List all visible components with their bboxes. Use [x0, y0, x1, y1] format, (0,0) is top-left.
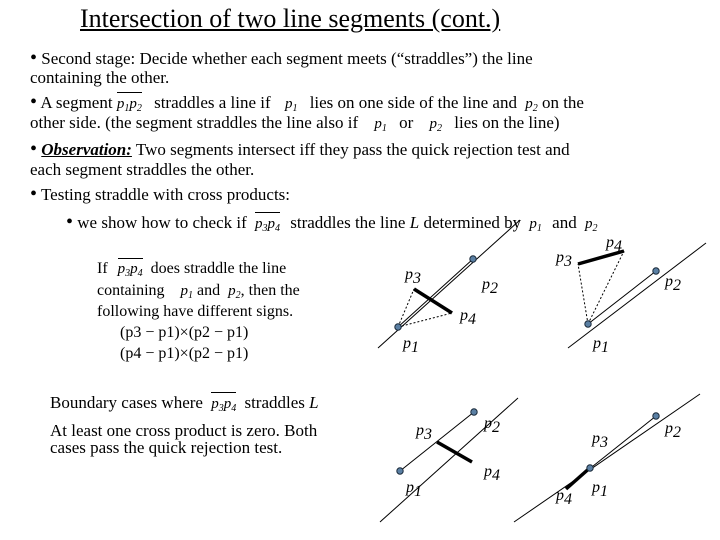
- bullet-dot: •: [30, 138, 38, 160]
- label-p4: p4: [460, 307, 476, 328]
- point-p2: [653, 413, 659, 419]
- label-p3: p3: [405, 266, 421, 287]
- dotted-p1p4: [588, 251, 624, 324]
- point-p1: [395, 324, 401, 330]
- symbol-p1: $p_1$: [180, 283, 194, 301]
- bullet-text: Second stage: Decide whether each segment meets (“straddles”) the line: [41, 49, 533, 68]
- symbol-p2: $p_2$: [584, 216, 598, 234]
- text-straddles-line-if: straddles a line if: [154, 93, 271, 112]
- observation-label: Observation:: [41, 140, 132, 159]
- text-a-segment: A segment: [40, 93, 113, 112]
- following-line: following have different signs.: [97, 303, 294, 320]
- symbol-p2: $p_2$: [525, 96, 538, 114]
- diagram-straddle-1: [378, 220, 520, 356]
- symbol-p2: $p_2$: [429, 116, 443, 134]
- sub-text-determined: determined by: [423, 213, 522, 232]
- label-p3: p3: [416, 422, 432, 443]
- symbol-p2: $p_2$: [228, 283, 241, 301]
- point-p1: [587, 465, 593, 471]
- line-L: [380, 398, 518, 522]
- bullet-second-stage-cont: containing the other.: [30, 68, 170, 87]
- slide-title: Intersection of two line segments (cont.): [80, 4, 501, 33]
- text-and: and: [197, 282, 221, 299]
- label-p4: p4: [556, 487, 572, 508]
- diagram-straddle-2: [555, 234, 706, 356]
- text-other-side: other side. (the segment straddles the line also if: [30, 113, 359, 132]
- text-if: If: [97, 260, 108, 277]
- line-L-symbol: L: [409, 213, 420, 232]
- bullet-dot: •: [30, 47, 38, 69]
- bullet-dot: •: [30, 91, 38, 113]
- bullet-dot: •: [66, 211, 74, 233]
- text-or: or: [399, 113, 414, 132]
- sub-text-straddles: straddles the line: [290, 213, 406, 232]
- at-least-line: At least one cross product is zero. Both: [50, 421, 318, 440]
- text-lies-on-one-side: lies on one side of the line and: [309, 93, 517, 112]
- text-boundary: Boundary cases where: [50, 393, 203, 412]
- symbol-p1: $p_1$: [284, 96, 298, 114]
- dotted-p1p3: [578, 264, 588, 324]
- label-p4: p4: [484, 463, 500, 484]
- text-on-the: on the: [541, 93, 584, 112]
- diagram-boundary-2: [514, 394, 700, 522]
- sub-text-check: we show how to check if: [77, 213, 247, 232]
- symbol-p1: $p_1$: [529, 216, 542, 234]
- label-p2: p2: [665, 273, 681, 294]
- line-L: [514, 394, 700, 522]
- label-p2: p2: [665, 420, 681, 441]
- label-p1: p1: [406, 479, 422, 500]
- label-p3: p3: [592, 430, 608, 451]
- label-p4: p4: [606, 234, 622, 255]
- text-then-the: , then the: [240, 282, 300, 299]
- point-p1: [585, 321, 591, 327]
- bullet-observation-cont: each segment straddles the other.: [30, 160, 255, 179]
- cross-product-1: (p3 − p1)×(p2 − p1): [120, 324, 249, 341]
- segment-p3p4: [437, 442, 472, 462]
- pass-line: cases pass the quick rejection test.: [50, 438, 283, 457]
- testing-text: Testing straddle with cross products:: [40, 185, 291, 204]
- line-L: [568, 243, 706, 348]
- diagram-boundary-1: [380, 398, 518, 522]
- label-p2: p2: [484, 415, 500, 436]
- point-p1: [397, 468, 403, 474]
- point-p2: [470, 256, 476, 262]
- text-lies-on-line: lies on the line): [454, 113, 560, 132]
- dotted-p1p3: [398, 289, 414, 327]
- cross-product-2: (p4 − p1)×(p2 − p1): [120, 345, 249, 362]
- segment-p3p4: $p_3p_4$: [255, 212, 280, 239]
- text-containing: containing: [97, 282, 165, 299]
- segment-p3p4: [414, 289, 452, 313]
- segment-p1p2: [588, 271, 656, 324]
- label-p3: p3: [556, 249, 572, 270]
- point-p2: [471, 409, 477, 415]
- segment-p3p4: $p_3p_4$: [211, 392, 236, 419]
- label-p1: p1: [403, 335, 419, 356]
- bullet-dot: •: [30, 183, 38, 205]
- segment-p1p2: $p_1p_2$: [117, 92, 142, 119]
- segment-p1p2: [400, 412, 474, 471]
- point-p2: [653, 268, 659, 274]
- line-L-symbol: L: [309, 393, 319, 412]
- observation-text: Two segments intersect iff they pass the quick rejection test and: [135, 140, 570, 159]
- text-does-straddle: does straddle the line: [150, 260, 287, 277]
- label-p2: p2: [482, 276, 498, 297]
- sub-text-and: and: [552, 213, 577, 232]
- text-straddles: straddles: [244, 393, 305, 412]
- segment-p3p4: $p_3p_4$: [118, 258, 143, 283]
- label-p1: p1: [592, 479, 608, 500]
- symbol-p1: $p_1$: [374, 116, 387, 134]
- label-p1: p1: [593, 335, 609, 356]
